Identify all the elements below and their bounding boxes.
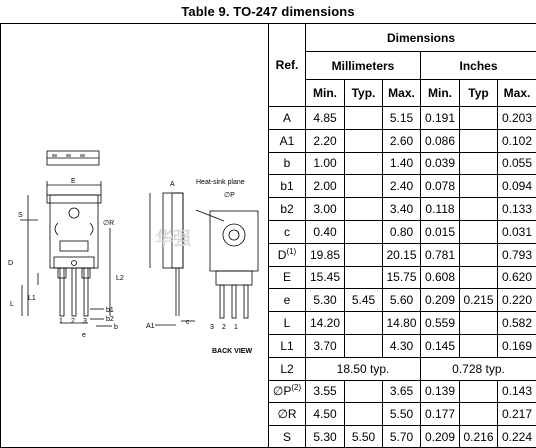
cell-in-max: 0.133 [498, 198, 536, 221]
cell-mm-min: 2.20 [306, 129, 345, 152]
cell-in-min: 0.177 [421, 403, 460, 426]
cell-ref: S [269, 426, 306, 448]
header-mm-min: Min. [306, 80, 345, 107]
cell-mm-typ: 5.45 [345, 289, 383, 312]
cell-mm-typ [345, 334, 383, 357]
footnote-marker: (2) [291, 383, 302, 393]
table-row [269, 312, 536, 335]
cell-mm-max: 5.15 [383, 107, 421, 130]
cell-mm-typ [345, 266, 383, 289]
cell-in-typ [460, 175, 498, 198]
label-b1: b1 [106, 307, 114, 314]
cell-in-typ: 0.216 [460, 426, 498, 448]
cell-mm-min: 5.30 [306, 289, 345, 312]
front-view-pin-hole [72, 261, 77, 266]
table-row [269, 266, 536, 289]
cell-mm-min: 3.55 [306, 380, 345, 403]
cell-mm-min: 14.20 [306, 312, 345, 335]
cell-in-typ [460, 152, 498, 175]
front-view-pin-2 [72, 268, 76, 316]
back-view-pin-1 [220, 285, 224, 318]
cell-mm-min: 15.45 [306, 266, 345, 289]
table-row [269, 426, 536, 448]
cell-mm-typ [345, 129, 383, 152]
cell-mm-typ-span: 18.50 typ. [306, 357, 421, 380]
cell-in-min: 0.086 [421, 129, 460, 152]
cell-ref: L1 [269, 334, 306, 357]
table-row [269, 289, 536, 312]
cell-in-typ [460, 334, 498, 357]
back-view-pin-3 [244, 285, 248, 318]
table-row [269, 357, 536, 380]
label-l1: L1 [28, 295, 36, 302]
cell-mm-max: 4.30 [383, 334, 421, 357]
cell-mm-max: 5.50 [383, 403, 421, 426]
cell-in-max: 0.094 [498, 175, 536, 198]
footnote-marker: (1) [286, 246, 297, 256]
cell-in-max: 0.203 [498, 107, 536, 130]
label-a1: A1 [146, 323, 155, 330]
cell-in-max: 0.220 [498, 289, 536, 312]
front-view-radius-left [55, 223, 58, 235]
cell-mm-max: 5.70 [383, 426, 421, 448]
table-row [269, 152, 536, 175]
label-b2: b2 [106, 316, 114, 323]
label-back-pin-1: 1 [234, 324, 238, 331]
cell-in-max: 0.143 [498, 380, 536, 403]
back-view-mount-hole [229, 230, 239, 240]
cell-mm-min: 4.50 [306, 403, 345, 426]
cell-ref: A [269, 107, 306, 130]
table-row [269, 129, 536, 152]
cell-in-typ [460, 129, 498, 152]
cell-ref: L [269, 312, 306, 335]
package-drawing [0, 23, 269, 448]
label-b: b [114, 324, 118, 331]
cell-in-typ [460, 243, 498, 266]
table-row [269, 334, 536, 357]
cell-in-max: 0.169 [498, 334, 536, 357]
front-view-tab-top [47, 195, 101, 203]
cell-mm-min: 3.70 [306, 334, 345, 357]
cell-mm-min: 3.00 [306, 198, 345, 221]
cell-in-min: 0.015 [421, 220, 460, 243]
cell-in-min: 0.781 [421, 243, 460, 266]
cell-in-min: 0.559 [421, 312, 460, 335]
label-pin-3: 3 [83, 318, 87, 325]
cell-mm-typ [345, 243, 383, 266]
label-a: A [170, 181, 175, 188]
cell-ref: e [269, 289, 306, 312]
back-view-body [210, 211, 258, 271]
cell-in-max: 0.102 [498, 129, 536, 152]
cell-mm-typ [345, 403, 383, 426]
cell-ref: ∅R [269, 403, 306, 426]
table-row [269, 198, 536, 221]
cell-in-typ [460, 220, 498, 243]
cell-ref: $\emptyset P^{(2)}$ [269, 380, 306, 403]
label-r: ∅R [103, 220, 115, 227]
cell-in-max: 0.031 [498, 220, 536, 243]
cell-in-min: 0.139 [421, 380, 460, 403]
cell-in-min: 0.209 [421, 289, 460, 312]
label-pin-2: 2 [71, 318, 75, 325]
label-heat-sink: Heat-sink plane [196, 179, 245, 186]
table-row [269, 403, 536, 426]
table-row [269, 220, 536, 243]
cell-mm-max: 3.40 [383, 198, 421, 221]
cell-mm-typ [345, 175, 383, 198]
cell-in-typ [460, 266, 498, 289]
cell-in-min: 0.118 [421, 198, 460, 221]
cell-mm-typ [345, 107, 383, 130]
cell-ref: b2 [269, 198, 306, 221]
cell-mm-min: 19.85 [306, 243, 345, 266]
cell-ref: E [269, 266, 306, 289]
cell-mm-max: 20.15 [383, 243, 421, 266]
header-in-min: Min. [421, 80, 460, 107]
label-back-pin-2: 2 [222, 324, 226, 331]
cell-ref: A1 [269, 129, 306, 152]
table-header-row-3 [269, 80, 536, 107]
label-pin-1: 1 [59, 318, 63, 325]
header-millimeters: Millimeters [306, 52, 421, 80]
cell-mm-typ [345, 312, 383, 335]
label-e-width: E [71, 178, 76, 185]
cell-ref: b1 [269, 175, 306, 198]
table-row [269, 380, 536, 403]
front-view-pin-3 [84, 268, 88, 316]
label-back-pin-3: 3 [210, 324, 214, 331]
cell-in-min: 0.145 [421, 334, 460, 357]
cell-in-min: 0.078 [421, 175, 460, 198]
cell-mm-typ [345, 152, 383, 175]
table-caption: Table 9. TO-247 dimensions [181, 4, 355, 19]
cell-mm-min: 4.85 [306, 107, 345, 130]
cell-in-typ-span: 0.728 typ. [421, 357, 536, 380]
label-p: ∅P [224, 192, 235, 199]
label-e-pitch: e [82, 332, 86, 339]
front-view-pin-1 [60, 268, 64, 316]
label-l2: L2 [116, 275, 124, 282]
cell-in-max: 0.582 [498, 312, 536, 335]
front-view-label-window [60, 241, 88, 251]
cell-in-typ: 0.215 [460, 289, 498, 312]
cell-mm-min: 0.40 [306, 220, 345, 243]
label-l: L [10, 301, 14, 308]
label-s: S [18, 212, 23, 219]
cell-mm-max: 15.75 [383, 266, 421, 289]
cell-ref: L2 [269, 357, 306, 380]
cell-in-max: 0.217 [498, 403, 536, 426]
cell-mm-typ [345, 380, 383, 403]
front-view-mount-hole [69, 208, 79, 218]
header-ref: Ref. [269, 24, 306, 107]
cell-mm-typ: 5.50 [345, 426, 383, 448]
label-back-view: BACK VIEW [212, 348, 253, 355]
header-in-typ: Typ [460, 80, 498, 107]
cell-in-min: 0.608 [421, 266, 460, 289]
header-dimensions: Dimensions [306, 24, 536, 52]
table-row [269, 175, 536, 198]
front-view-base [54, 257, 94, 268]
cell-ref: c [269, 220, 306, 243]
cell-in-typ [460, 198, 498, 221]
cell-in-max: 0.793 [498, 243, 536, 266]
table-row [269, 107, 536, 130]
cell-mm-max: 5.60 [383, 289, 421, 312]
header-inches: Inches [421, 52, 536, 80]
back-view-pin-2 [232, 285, 236, 318]
cell-ref: $D^{(1)}$ [269, 243, 306, 266]
header-mm-max: Max. [383, 80, 421, 107]
back-view-base [216, 271, 252, 285]
cell-mm-max: 14.80 [383, 312, 421, 335]
cell-in-max: 0.224 [498, 426, 536, 448]
top-view-notch-3 [80, 154, 85, 158]
cell-in-typ [460, 312, 498, 335]
cell-mm-max: 1.40 [383, 152, 421, 175]
cell-mm-min: 1.00 [306, 152, 345, 175]
cell-in-max: 0.620 [498, 266, 536, 289]
back-view-heat-sink-circle [223, 224, 245, 246]
front-view-pin-3-shoulder [82, 268, 90, 278]
cell-in-typ [460, 107, 498, 130]
cell-mm-max: 2.40 [383, 175, 421, 198]
table-header-row-2 [269, 52, 536, 80]
front-view-pin-1-shoulder [58, 268, 66, 278]
cell-in-typ [460, 403, 498, 426]
header-in-max: Max. [498, 80, 536, 107]
cell-mm-typ [345, 220, 383, 243]
to247-outline-drawing [0, 23, 269, 448]
top-view-notch-1 [52, 154, 57, 158]
cell-mm-max: 3.65 [383, 380, 421, 403]
cell-mm-max: 2.60 [383, 129, 421, 152]
cell-in-min: 0.039 [421, 152, 460, 175]
cell-mm-min: 2.00 [306, 175, 345, 198]
cell-in-min: 0.191 [421, 107, 460, 130]
table-body [269, 107, 536, 448]
cell-in-max: 0.055 [498, 152, 536, 175]
table-row [269, 243, 536, 266]
front-view-radius-right [90, 223, 93, 235]
cell-in-min: 0.209 [421, 426, 460, 448]
cell-mm-min: 5.30 [306, 426, 345, 448]
cell-mm-typ [345, 198, 383, 221]
top-view-notch-2 [66, 154, 71, 158]
dimensions-table [268, 23, 536, 448]
table-header-row-1 [269, 24, 536, 52]
cell-mm-max: 0.80 [383, 220, 421, 243]
cell-ref: b [269, 152, 306, 175]
label-c: c [186, 319, 190, 326]
header-mm-typ: Typ. [345, 80, 383, 107]
cell-in-typ [460, 380, 498, 403]
label-d: D [8, 260, 14, 267]
watermark-logo: 华强 [155, 229, 191, 249]
